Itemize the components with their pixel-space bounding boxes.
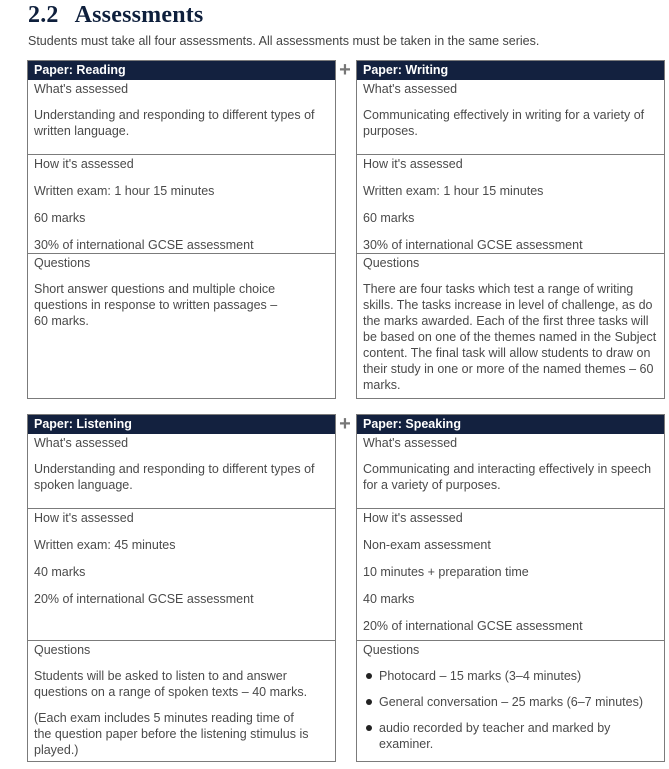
body-line: Communicating effectively in writing for a variety of [363, 108, 645, 122]
note-line: (Each exam includes 5 minutes reading time of [34, 711, 294, 725]
card-title: Paper: Speaking [357, 415, 664, 434]
section-label: How it's assessed [34, 157, 134, 171]
card-writing [356, 60, 665, 399]
questions-section [357, 640, 664, 761]
detail-line: Written exam: 1 hour 15 minutes [363, 184, 544, 198]
detail-line: 20% of international GCSE assessment [363, 619, 583, 633]
section-title: Assessments [74, 2, 204, 28]
how-assessed-section [357, 154, 664, 253]
body-line: spoken language. [34, 478, 133, 492]
how-assessed-section [28, 508, 335, 640]
bullet-item [363, 720, 658, 752]
bullet-item: General conversation – 25 marks (6–7 minutes) [363, 694, 658, 710]
body-line: Communicating and interacting effectively in speech [363, 462, 652, 476]
section-number: 2.2 [28, 2, 59, 28]
questions-section [28, 640, 335, 761]
how-assessed-section [357, 508, 664, 640]
card-title: Paper: Writing [357, 61, 664, 80]
section-label: How it's assessed [34, 511, 134, 525]
section-label: Questions [34, 643, 91, 657]
plus-icon: + [339, 59, 351, 81]
card-title: Paper: Listening [28, 415, 335, 434]
body-line: Understanding and responding to different types of [34, 108, 315, 122]
body-line: 60 marks. [34, 314, 89, 328]
body-line: the marks awarded. Each of the first three tasks will [363, 314, 649, 328]
questions-section [357, 253, 664, 398]
plus-icon: + [339, 413, 351, 435]
intro-text: Students must take all four assessments. All assessments must be taken in the same series. [28, 34, 540, 48]
section-label: Questions [363, 256, 420, 270]
section-label: Questions [34, 256, 91, 270]
body-line: their study in one or more of the named themes – 60 [363, 362, 654, 376]
card-reading [27, 60, 336, 399]
section-heading [28, 2, 203, 29]
bullet-continuation: examiner. [379, 737, 434, 751]
body-line: questions on a range of spoken texts – 40 marks. [34, 685, 308, 699]
whats-assessed-section [28, 434, 335, 508]
detail-line: Written exam: 45 minutes [34, 538, 176, 552]
body-line: skills. The tasks increase in level of challenge, as do [363, 298, 653, 312]
body-line: Students will be asked to listen to and answer [34, 669, 287, 683]
body-line: be based on one of the themes named in the Subject [363, 330, 657, 344]
section-label: How it's assessed [363, 157, 463, 171]
section-label: What's assessed [363, 436, 458, 450]
card-speaking [356, 414, 665, 762]
body-line: Short answer questions and multiple choice [34, 282, 276, 296]
detail-line: Written exam: 1 hour 15 minutes [34, 184, 215, 198]
body-line: marks. [363, 378, 401, 392]
bullet-line: audio recorded by teacher and marked by [363, 720, 658, 736]
bullet-item: Photocard – 15 marks (3–4 minutes) [363, 668, 658, 684]
section-label: What's assessed [34, 436, 129, 450]
card-title: Paper: Reading [28, 61, 335, 80]
note-line: played.) [34, 743, 79, 757]
section-label: What's assessed [34, 82, 129, 96]
detail-line: 20% of international GCSE assessment [34, 592, 254, 606]
section-label: How it's assessed [363, 511, 463, 525]
section-label: Questions [363, 643, 420, 657]
detail-line: 60 marks [363, 211, 415, 225]
whats-assessed-section [357, 80, 664, 154]
body-line: Understanding and responding to different types of [34, 462, 315, 476]
detail-line: 30% of international GCSE assessment [34, 238, 254, 252]
body-line: There are four tasks which test a range of writing [363, 282, 634, 296]
detail-line: 60 marks [34, 211, 86, 225]
whats-assessed-section [28, 80, 335, 154]
whats-assessed-section [357, 434, 664, 508]
body-line: written language. [34, 124, 130, 138]
how-assessed-section [28, 154, 335, 253]
detail-line: Non-exam assessment [363, 538, 491, 552]
detail-line: 40 marks [363, 592, 415, 606]
questions-section [28, 253, 335, 398]
section-label: What's assessed [363, 82, 458, 96]
detail-line: 30% of international GCSE assessment [363, 238, 583, 252]
body-line: purposes. [363, 124, 418, 138]
detail-line: 10 minutes + preparation time [363, 565, 529, 579]
note-line: the question paper before the listening stimulus is [34, 727, 309, 741]
body-line: content. The final task will allow students to draw on [363, 346, 651, 360]
body-line: for a variety of purposes. [363, 478, 501, 492]
detail-line: 40 marks [34, 565, 86, 579]
card-listening [27, 414, 336, 762]
body-line: questions in response to written passages – [34, 298, 278, 312]
